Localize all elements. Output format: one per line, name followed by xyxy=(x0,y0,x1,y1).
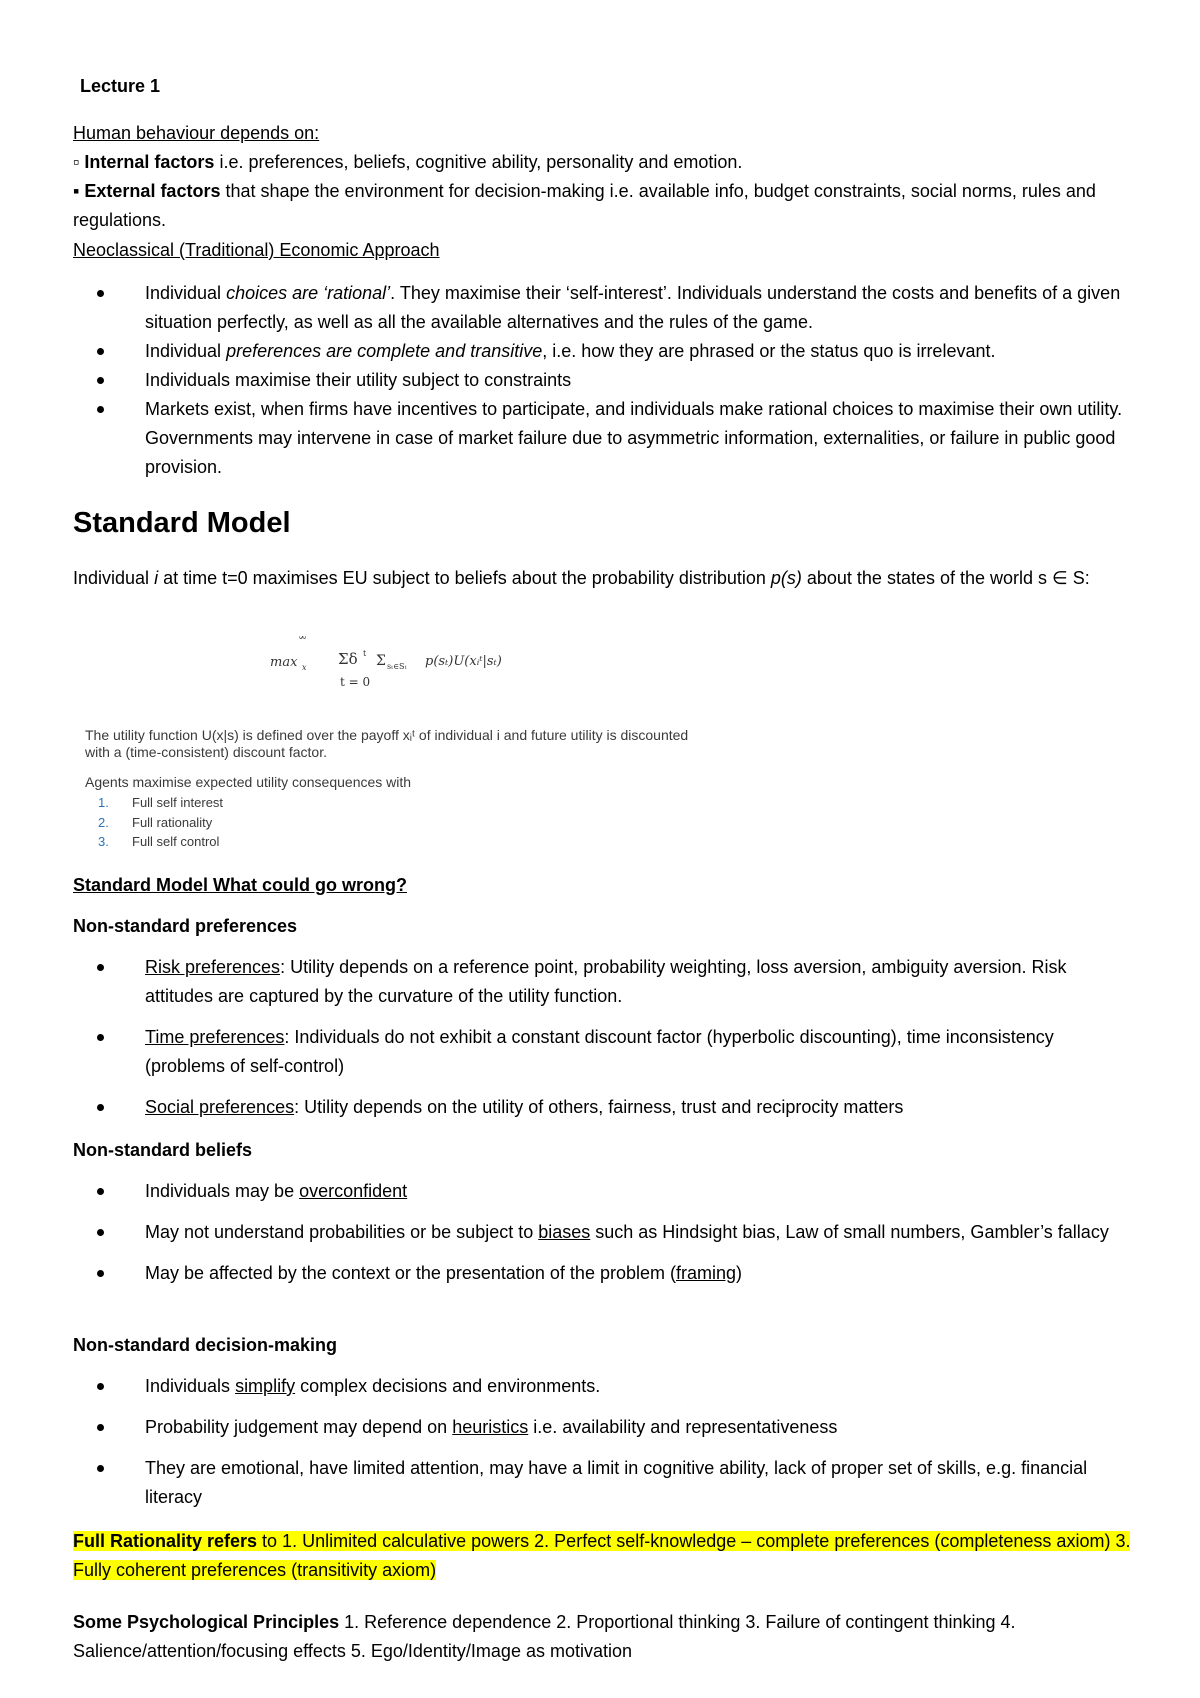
expected-utility-formula xyxy=(270,636,560,696)
internal-factors-label: Internal factors xyxy=(84,152,215,172)
bullet-icon xyxy=(97,964,104,971)
psych-principles-text: 1. Reference dependence 2. Proportional thinking 3. Failure of contingent thinking 4. Salience/attention/focusing effects 5. Ego/Identity/Image as motivation xyxy=(73,1612,1016,1661)
bullet-icon xyxy=(97,377,104,384)
external-factors-line xyxy=(73,177,1133,235)
bullet-icon xyxy=(97,1104,104,1111)
list-item: Markets exist, when firms have incentives to participate, and individuals make rational choices to maximise their own utility. Governments may intervene in case of market failure due to asymmetric information, externalities, or failure in public good provision. xyxy=(73,395,1133,482)
full-rationality-paragraph xyxy=(73,1527,1133,1585)
bullet-icon xyxy=(97,406,104,413)
agents-list xyxy=(98,793,223,852)
formula-lower: t = 0 xyxy=(340,675,371,689)
external-factors-label: External factors xyxy=(84,181,221,201)
bullet-icon xyxy=(97,1188,104,1195)
bullet-icon xyxy=(97,1270,104,1277)
full-rationality-text: to 1. Unlimited calculative powers 2. Perfect self-knowledge – complete preferences (completeness axiom) 3. Fully coherent preferences (transitivity axiom) xyxy=(73,1531,1131,1580)
formula-sum1: Σδ xyxy=(338,650,358,668)
internal-bullet: ▫ xyxy=(73,152,80,172)
formula-sum2: Σ xyxy=(376,653,386,669)
formula-t-sup: t xyxy=(363,649,367,658)
preferences-heading: Non-standard preferences xyxy=(73,916,298,936)
utility-text-line1: The utility function U(x|s) is defined over the payoff xᵢᵗ of individual i and future utility is discounted xyxy=(85,727,689,743)
list-item: Probability judgement may depend on heuristics i.e. availability and representativeness xyxy=(73,1413,1133,1442)
what-wrong-heading: Standard Model What could go wrong? xyxy=(73,875,407,895)
formula-max: max xyxy=(270,655,298,670)
preferences-list xyxy=(73,953,1133,1134)
list-item: Individuals may be overconfident xyxy=(73,1177,1133,1206)
standard-model-title: Standard Model xyxy=(73,507,291,539)
bullet-icon xyxy=(97,290,104,297)
bullet-icon xyxy=(97,1383,104,1390)
internal-factors-text: i.e. preferences, beliefs, cognitive ability, personality and emotion. xyxy=(214,152,743,172)
human-behaviour-heading: Human behaviour depends on: xyxy=(73,123,320,143)
list-item: 2. Full rationality xyxy=(98,814,213,830)
formula-body: p(sₜ)U(xᵢᵗ|sₜ) xyxy=(425,654,502,669)
list-item: Individual choices are ‘rational’. They maximise their ‘self-interest’. Individuals understand the costs and benefits of a given situation perfectly, as well as all the available alternatives and the rules of the game. xyxy=(73,279,1133,337)
formula-infinity: ∞ xyxy=(298,636,308,643)
psych-principles-label: Some Psychological Principles xyxy=(73,1612,340,1632)
full-rationality-label: Full Rationality refers xyxy=(73,1531,258,1551)
beliefs-list xyxy=(73,1177,1133,1300)
bullet-icon xyxy=(97,348,104,355)
decision-making-heading: Non-standard decision-making xyxy=(73,1335,338,1355)
external-factors-text: that shape the environment for decision-making i.e. available info, budget constraints, social norms, rules and regulations. xyxy=(73,181,1096,230)
utility-text-line2: with a (time-consistent) discount factor. xyxy=(85,744,327,760)
beliefs-heading: Non-standard beliefs xyxy=(73,1140,253,1160)
formula-sum2-sub: sₜ∈Sₜ xyxy=(387,662,407,671)
bullet-icon xyxy=(97,1424,104,1431)
psych-principles-paragraph xyxy=(73,1608,1133,1666)
neoclassical-heading: Neoclassical (Traditional) Economic Approach xyxy=(73,240,440,260)
external-bullet: ▪ xyxy=(73,181,80,201)
lecture-title: Lecture 1 xyxy=(80,76,161,96)
internal-factors-line xyxy=(73,148,1133,177)
list-item: 1. Full self interest xyxy=(98,795,224,810)
bullet-icon xyxy=(97,1229,104,1236)
list-item: Individuals maximise their utility subject to constraints xyxy=(73,366,1133,395)
list-item: Social preferences: Utility depends on the utility of others, fairness, trust and reciprocity matters xyxy=(73,1093,1133,1122)
list-item: 3. Full self control xyxy=(98,834,220,849)
neoclassical-list xyxy=(73,279,1133,482)
formula-sub: x xyxy=(302,663,307,672)
standard-model-intro: Individual i at time t=0 maximises EU subject to beliefs about the probability distribution p(s) about the states of the world s ∈ S: xyxy=(73,568,1090,588)
list-item: May be affected by the context or the presentation of the problem (framing) xyxy=(73,1259,1133,1288)
list-item: Risk preferences: Utility depends on a reference point, probability weighting, loss aversion, ambiguity aversion. Risk attitudes are captured by the curvature of the utility function. xyxy=(73,953,1133,1011)
bullet-icon xyxy=(97,1034,104,1041)
list-item: Individual preferences are complete and transitive, i.e. how they are phrased or the status quo is irrelevant. xyxy=(73,337,1133,366)
list-item: May not understand probabilities or be subject to biases such as Hindsight bias, Law of small numbers, Gambler’s fallacy xyxy=(73,1218,1133,1247)
list-item: Individuals simplify complex decisions and environments. xyxy=(73,1372,1133,1401)
list-item: Time preferences: Individuals do not exhibit a constant discount factor (hyperbolic discounting), time inconsistency (problems of self-control) xyxy=(73,1023,1133,1081)
decision-making-list xyxy=(73,1372,1133,1524)
bullet-icon xyxy=(97,1465,104,1472)
list-item: They are emotional, have limited attention, may have a limit in cognitive ability, lack of proper set of skills, e.g. financial literacy xyxy=(73,1454,1133,1512)
agents-line: Agents maximise expected utility consequences with xyxy=(85,774,412,790)
